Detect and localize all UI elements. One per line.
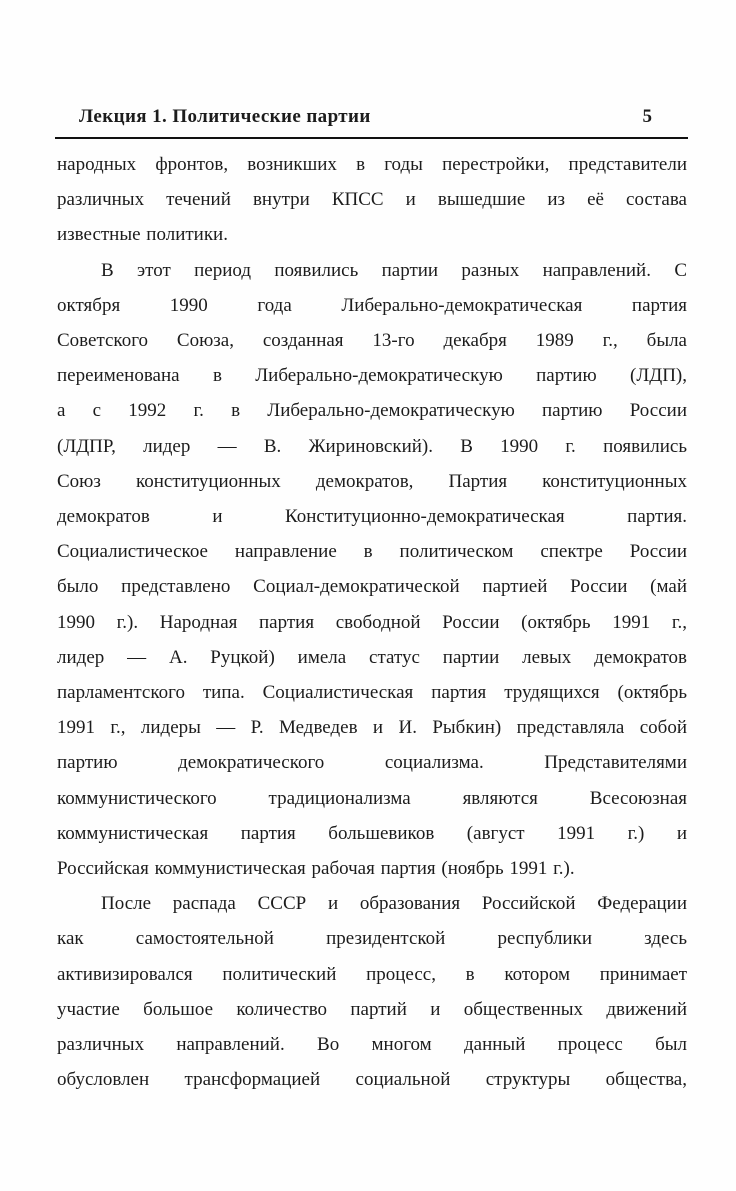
text-line: 1990 г.). Народная партия свободной России (октябрь 1991 г., xyxy=(57,611,687,633)
text-line: участие большое количество партий и общественных движений xyxy=(57,998,687,1020)
page-header xyxy=(55,106,688,139)
text-line: активизировался политический процесс, в котором принимает xyxy=(57,963,687,985)
text-line: обусловлен трансформацией социальной структуры общества, xyxy=(57,1069,687,1091)
text-line: октября 1990 года Либерально-демократическая партия xyxy=(57,294,687,316)
text-line: лидер — А. Руцкой) имела статус партии левых демократов xyxy=(57,646,687,668)
text-line: Советского Союза, созданная 13-го декабря 1989 г., была xyxy=(57,330,687,352)
text-line: 1991 г., лидеры — Р. Медведев и И. Рыбкин) представляла собой xyxy=(57,717,687,739)
text-line: коммунистического традиционализма являются Всесоюзная xyxy=(57,787,687,809)
text-line: После распада СССР и образования Российской Федерации xyxy=(101,893,687,915)
text-line: переименована в Либерально-демократическую партию (ЛДП), xyxy=(57,365,687,387)
text-line: В этот период появились партии разных направлений. С xyxy=(101,259,687,281)
text-line: парламентского типа. Социалистическая партия трудящихся (октябрь xyxy=(57,682,687,704)
text-line: Российская коммунистическая рабочая партия (ноябрь 1991 г.). xyxy=(57,858,575,880)
text-line: различных направлений. Во многом данный процесс был xyxy=(57,1034,687,1056)
body-text xyxy=(57,147,687,1097)
text-line: коммунистическая партия большевиков (август 1991 г.) и xyxy=(57,822,687,844)
text-line: народных фронтов, возникших в годы перестройки, представители xyxy=(57,154,687,175)
text-line: было представлено Социал-демократической партией России (май xyxy=(57,576,687,598)
page-number: 5 xyxy=(642,106,652,127)
text-line: как самостоятельной президентской республики здесь xyxy=(57,928,687,950)
text-line: Союз конституционных демократов, Партия конституционных xyxy=(57,470,687,492)
text-line: демократов и Конституционно-демократическая партия. xyxy=(57,506,687,528)
text-line: а с 1992 г. в Либерально-демократическую партию России xyxy=(57,400,687,422)
text-line: известные политики. xyxy=(57,224,228,246)
text-line: Социалистическое направление в политическом спектре России xyxy=(57,541,687,563)
text-line: различных течений внутри КПСС и вышедшие из её состава xyxy=(57,189,687,211)
lecture-title: Лекция 1. Политические партии xyxy=(79,106,371,127)
text-line: (ЛДПР, лидер — В. Жириновский). В 1990 г. появились xyxy=(57,435,687,457)
text-line: партию демократического социализма. Представителями xyxy=(57,752,687,774)
